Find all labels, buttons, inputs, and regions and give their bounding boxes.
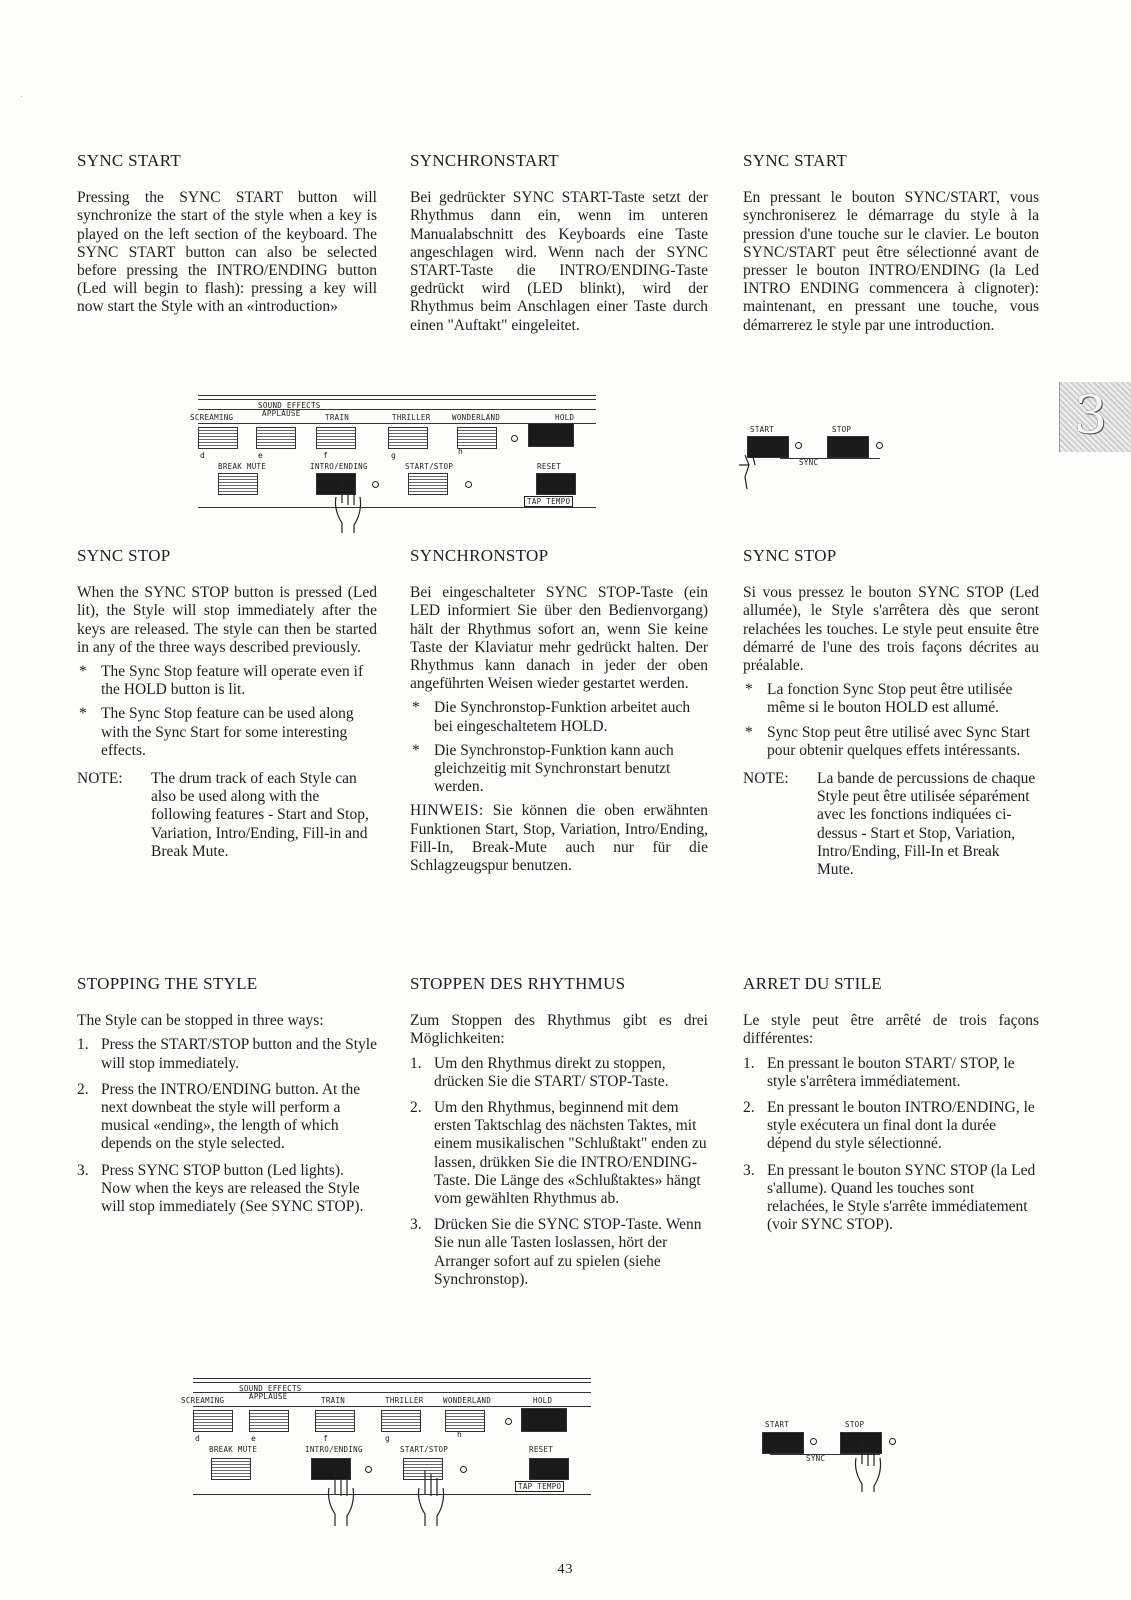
break-mute-button (218, 473, 258, 495)
list-item: * La fonction Sync Stop peut être utilisée même si le bouton HOLD est allumé. (743, 681, 1039, 717)
key-e: e (251, 1434, 256, 1443)
item-number: 2. (410, 1099, 422, 1117)
break-mute-button (211, 1458, 251, 1480)
label-hold: HOLD (555, 413, 575, 422)
sync-stop-de (410, 547, 708, 875)
label-wonderland: WONDERLAND (443, 1396, 492, 1405)
key-f: f (323, 1434, 328, 1443)
numbered-list (743, 1055, 1039, 1235)
key-h: h (458, 447, 463, 456)
label-screaming: SCREAMING (190, 413, 234, 422)
note-label: NOTE: (743, 770, 789, 788)
list-item (743, 1055, 1039, 1091)
paragraph: When the SYNC STOP button is pressed (Led lit), the Style will stop immediately after the keys are released. The style can then be started in any of the three ways described previously. (77, 584, 377, 656)
label-applause: APPLAUSE (262, 409, 301, 418)
item-text: En pressant le bouton START/ STOP, le style s'arrêtera immédiatement. (767, 1054, 1015, 1090)
start-led (795, 442, 802, 449)
label-sound-effects: SOUND EFFECTS (239, 1384, 302, 1393)
key-h: h (457, 1430, 462, 1439)
stopping-fr (743, 975, 1039, 1242)
start-button (762, 1432, 804, 1454)
paragraph: Si vous pressez le bouton SYNC STOP (Led allumée), le Style s'arrêtera dès que seront relachées les touches. Le style peut ensuite être démarré de l'une des trois façons décrites au préalable. (743, 584, 1039, 675)
item-number: 1. (77, 1036, 89, 1054)
section-heading: SYNCHRONSTART (410, 151, 559, 170)
section-heading: ARRET DU STILE (743, 974, 882, 993)
list-item (410, 1099, 708, 1208)
start-stop-button (408, 473, 448, 495)
label-hold: HOLD (533, 1396, 553, 1405)
item-text: Drücken Sie die SYNC STOP-Taste. Wenn Sie nun alle Tasten loslassen, hört der Arranger sofort auf zu spielen (siehe Synchronstop). (434, 1216, 702, 1288)
thriller-button (381, 1410, 421, 1432)
list-item: * The Sync Stop feature can be used along with the Sync Start for some interesting effects. (77, 705, 377, 760)
applause-button (249, 1410, 289, 1432)
note-label: NOTE: (77, 770, 123, 788)
paragraph: The Style can be stopped in three ways: (77, 1012, 324, 1030)
section-heading: SYNC STOP (77, 546, 171, 565)
label-break-mute: BREAK MUTE (209, 1445, 258, 1454)
paragraph: En pressant le bouton SYNC/START, vous synchroniserez le démarrage du style à la pression d'une touche sur le clavier. Le bouton SYNC/START peut être sélectionné avant de presser le bouton INTRO/ENDING (la Led INTRO ENDING commencera à clignoter): maintenant, en pressant une touche, vous démarrerez le style par une introduction. (743, 189, 1039, 334)
item-text: Press SYNC STOP button (Led lights). Now when the keys are released the Style will stop immediately (See SYNC STOP). (101, 1161, 364, 1216)
hold-button (521, 1408, 567, 1432)
sync-start-de (410, 152, 708, 335)
section-heading: SYNCHRONSTOP (410, 546, 549, 565)
control-panel-diagram-2 (175, 1378, 595, 1548)
hinweis-text: Sie können die oben erwähnten Funktionen Start, Stop, Variation, Intro/Ending, Fill-In, Break-Mute auch nur für die Schlagzeugspur benutzen. (410, 802, 708, 875)
reset-button (529, 1458, 569, 1480)
stopping-en (77, 975, 377, 1224)
item-number: 2. (743, 1099, 755, 1117)
pressing-hand-icon (735, 453, 775, 493)
section-heading: STOPPEN DES RHYTHMUS (410, 974, 626, 993)
label-start-stop: START/STOP (400, 1445, 449, 1454)
label-intro-ending: INTRO/ENDING (305, 1445, 363, 1454)
sync-start-en (77, 152, 377, 317)
list-item: * The Sync Stop feature will operate even if the HOLD button is lit. (77, 663, 377, 699)
label-thriller: THRILLER (392, 413, 431, 422)
stop-button (827, 436, 869, 458)
hinweis (410, 802, 708, 875)
paragraph: Le style peut être arrêté de trois façons différentes: (743, 1012, 1039, 1048)
note-text: La bande de percussions de chaque Style peut être utilisée séparément avec les fonctions indiquées ci-dessus - Start et Stop, Variation, Intro/Ending, Fill-In et Break Mute. (817, 770, 1036, 879)
stop-led (876, 442, 883, 449)
label-sound-effects: SOUND EFFECTS (258, 401, 321, 410)
start-stop-led (460, 1466, 467, 1473)
intro-ending-led (372, 481, 379, 488)
label-train: TRAIN (321, 1396, 346, 1405)
label-break-mute: BREAK MUTE (218, 462, 267, 471)
item-number: 1. (410, 1054, 422, 1072)
list-item: * Die Synchronstop-Funktion kann auch gleichzeitig mit Synchronstart benutzt werden. (410, 742, 708, 797)
train-button (316, 427, 356, 449)
list-item (77, 1036, 377, 1072)
chapter-number: 3 (1074, 386, 1108, 446)
paragraph: Bei eingeschalteter SYNC STOP-Taste (ein LED informiert Sie über den Bedienvorgang) hält der Rhythmus sofort an, wenn Sie keine Taste der Klaviatur mehr gedrückt halten. Der Rhythmus kann danach in jeder der oben angeführten Weisen wieder gestartet werden. (410, 584, 708, 693)
screaming-button (198, 427, 238, 449)
bullet-list (77, 663, 377, 760)
pressing-hand-icon (848, 1440, 888, 1494)
chapter-tab-marker (1059, 382, 1131, 452)
scan-speck (21, 96, 22, 97)
list-item (410, 1216, 708, 1289)
note-text: The drum track of each Style can also be used along with the following features - Start and Stop, Variation, Intro/Ending, Fill-in and Break Mute. (151, 770, 369, 860)
section-heading: SYNC START (743, 151, 848, 170)
item-number: 2. (77, 1080, 89, 1098)
numbered-list (77, 1036, 377, 1216)
label-reset: RESET (529, 1445, 554, 1454)
label-stop: STOP (832, 425, 852, 434)
note (77, 770, 377, 861)
label-screaming: SCREAMING (181, 1396, 225, 1405)
item-text: Press the START/STOP button and the Style will stop immediately. (101, 1036, 377, 1072)
label-sync: SYNC (799, 458, 819, 467)
hold-button (528, 423, 574, 447)
list-item (77, 1081, 377, 1154)
bullet-list (743, 681, 1039, 760)
item-text: Press the INTRO/ENDING button. At the next downbeat the style will perform a musical «ending», the length of which depends on the style selected. (101, 1080, 361, 1153)
start-stop-led (465, 481, 472, 488)
bullet-list (410, 699, 708, 796)
list-item: * Sync Stop peut être utilisé avec Sync Start pour obtenir quelques effets intéressants. (743, 724, 1039, 760)
item-number: 3. (743, 1161, 755, 1179)
sync-stop-en (77, 547, 377, 861)
item-text: En pressant le bouton SYNC STOP (la Led s'allume). Quand les touches sont relachées, le Style s'arrête immédiatement (voir SYNC STOP). (767, 1161, 1036, 1234)
stop-led (889, 1438, 896, 1445)
item-text: En pressant le bouton INTRO/ENDING, le style exécutera un final dont la durée dépend du style sélectionné. (767, 1099, 1035, 1153)
hinweis-label: HINWEIS: (410, 802, 484, 820)
label-tap-tempo: TAP TEMPO (515, 1481, 564, 1492)
stopping-de (410, 975, 708, 1297)
reset-button (536, 473, 576, 495)
label-start: START (765, 1420, 790, 1429)
pressing-hand-icon (411, 1468, 451, 1528)
hold-led (505, 1418, 512, 1425)
item-number: 1. (743, 1054, 755, 1072)
label-tap-tempo: TAP TEMPO (524, 496, 573, 507)
list-item (743, 1099, 1039, 1154)
list-item (77, 1162, 377, 1217)
note (743, 770, 1039, 879)
label-stop: STOP (845, 1420, 865, 1429)
key-d: d (200, 451, 205, 460)
label-sync: SYNC (806, 1454, 826, 1463)
key-g: g (385, 1434, 390, 1443)
pressing-hand-icon (321, 1468, 361, 1528)
control-panel-diagram-1 (180, 395, 600, 545)
label-reset: RESET (537, 462, 562, 471)
train-button (315, 1410, 355, 1432)
label-start-stop: START/STOP (405, 462, 454, 471)
key-f: f (323, 451, 328, 460)
sync-start-fr (743, 152, 1039, 335)
paragraph: Bei gedrückter SYNC START-Taste setzt der Rhythmus dann ein, wenn im unteren Manualabschnitt des Keyboards eine Taste angeschlagen wird. Wenn nach der SYNC START-Taste die INTRO/ENDING-Taste gedrückt wird (LED blinkt), wird der Rhythmus beim Anschlagen einer Taste durch einen "Auftakt" eingeleitet. (410, 189, 708, 334)
sync-stop-fr (743, 547, 1039, 879)
label-applause: APPLAUSE (249, 1392, 288, 1401)
applause-button (256, 427, 296, 449)
item-number: 3. (77, 1161, 89, 1179)
section-heading: SYNC STOP (743, 546, 837, 565)
label-wonderland: WONDERLAND (452, 413, 501, 422)
hold-led (511, 435, 518, 442)
item-text: Um den Rhythmus direkt zu stoppen, drücken Sie die START/ STOP-Taste. (434, 1054, 669, 1090)
item-text: Um den Rhythmus, beginnend mit dem ersten Taktschlag des nächsten Taktes, mit einem musikalischen "Schlußtakt" enden zu lassen, drükken Sie die INTRO/ENDING- Taste. Die Länge des «Schlußtaktes» hängt vom gewählten Rhythmus ab. (434, 1099, 707, 1208)
wonderland-button (457, 427, 497, 449)
key-g: g (391, 451, 396, 460)
label-thriller: THRILLER (385, 1396, 424, 1405)
intro-ending-led (365, 1466, 372, 1473)
sync-panel-diagram-2 (760, 1420, 930, 1500)
sync-panel-diagram-1 (745, 425, 915, 495)
label-intro-ending: INTRO/ENDING (310, 462, 368, 471)
key-e: e (258, 451, 263, 460)
wonderland-button (445, 1410, 485, 1432)
item-number: 3. (410, 1216, 422, 1234)
label-start: START (750, 425, 775, 434)
paragraph: Zum Stoppen des Rhythmus gibt es drei Möglichkeiten: (410, 1012, 708, 1048)
section-heading: STOPPING THE STYLE (77, 974, 258, 993)
section-heading: SYNC START (77, 151, 182, 170)
key-d: d (195, 1434, 200, 1443)
label-train: TRAIN (325, 413, 350, 422)
paragraph: Pressing the SYNC START button will synchronize the start of the style when a key is played on the left section of the keyboard. The SYNC START button can also be selected before pressing the INTRO/ENDING button (Led will begin to flash): pressing a key will now start the Style with an «introduction» (77, 189, 377, 316)
start-led (810, 1438, 817, 1445)
thriller-button (388, 427, 428, 449)
numbered-list (410, 1055, 708, 1289)
pressing-hand-icon (328, 479, 368, 535)
screaming-button (193, 1410, 233, 1432)
list-item (743, 1162, 1039, 1235)
list-item (410, 1055, 708, 1091)
list-item: * Die Synchronstop-Funktion arbeitet auch bei eingeschaltetem HOLD. (410, 699, 708, 735)
page-number: 43 (557, 1562, 574, 1577)
